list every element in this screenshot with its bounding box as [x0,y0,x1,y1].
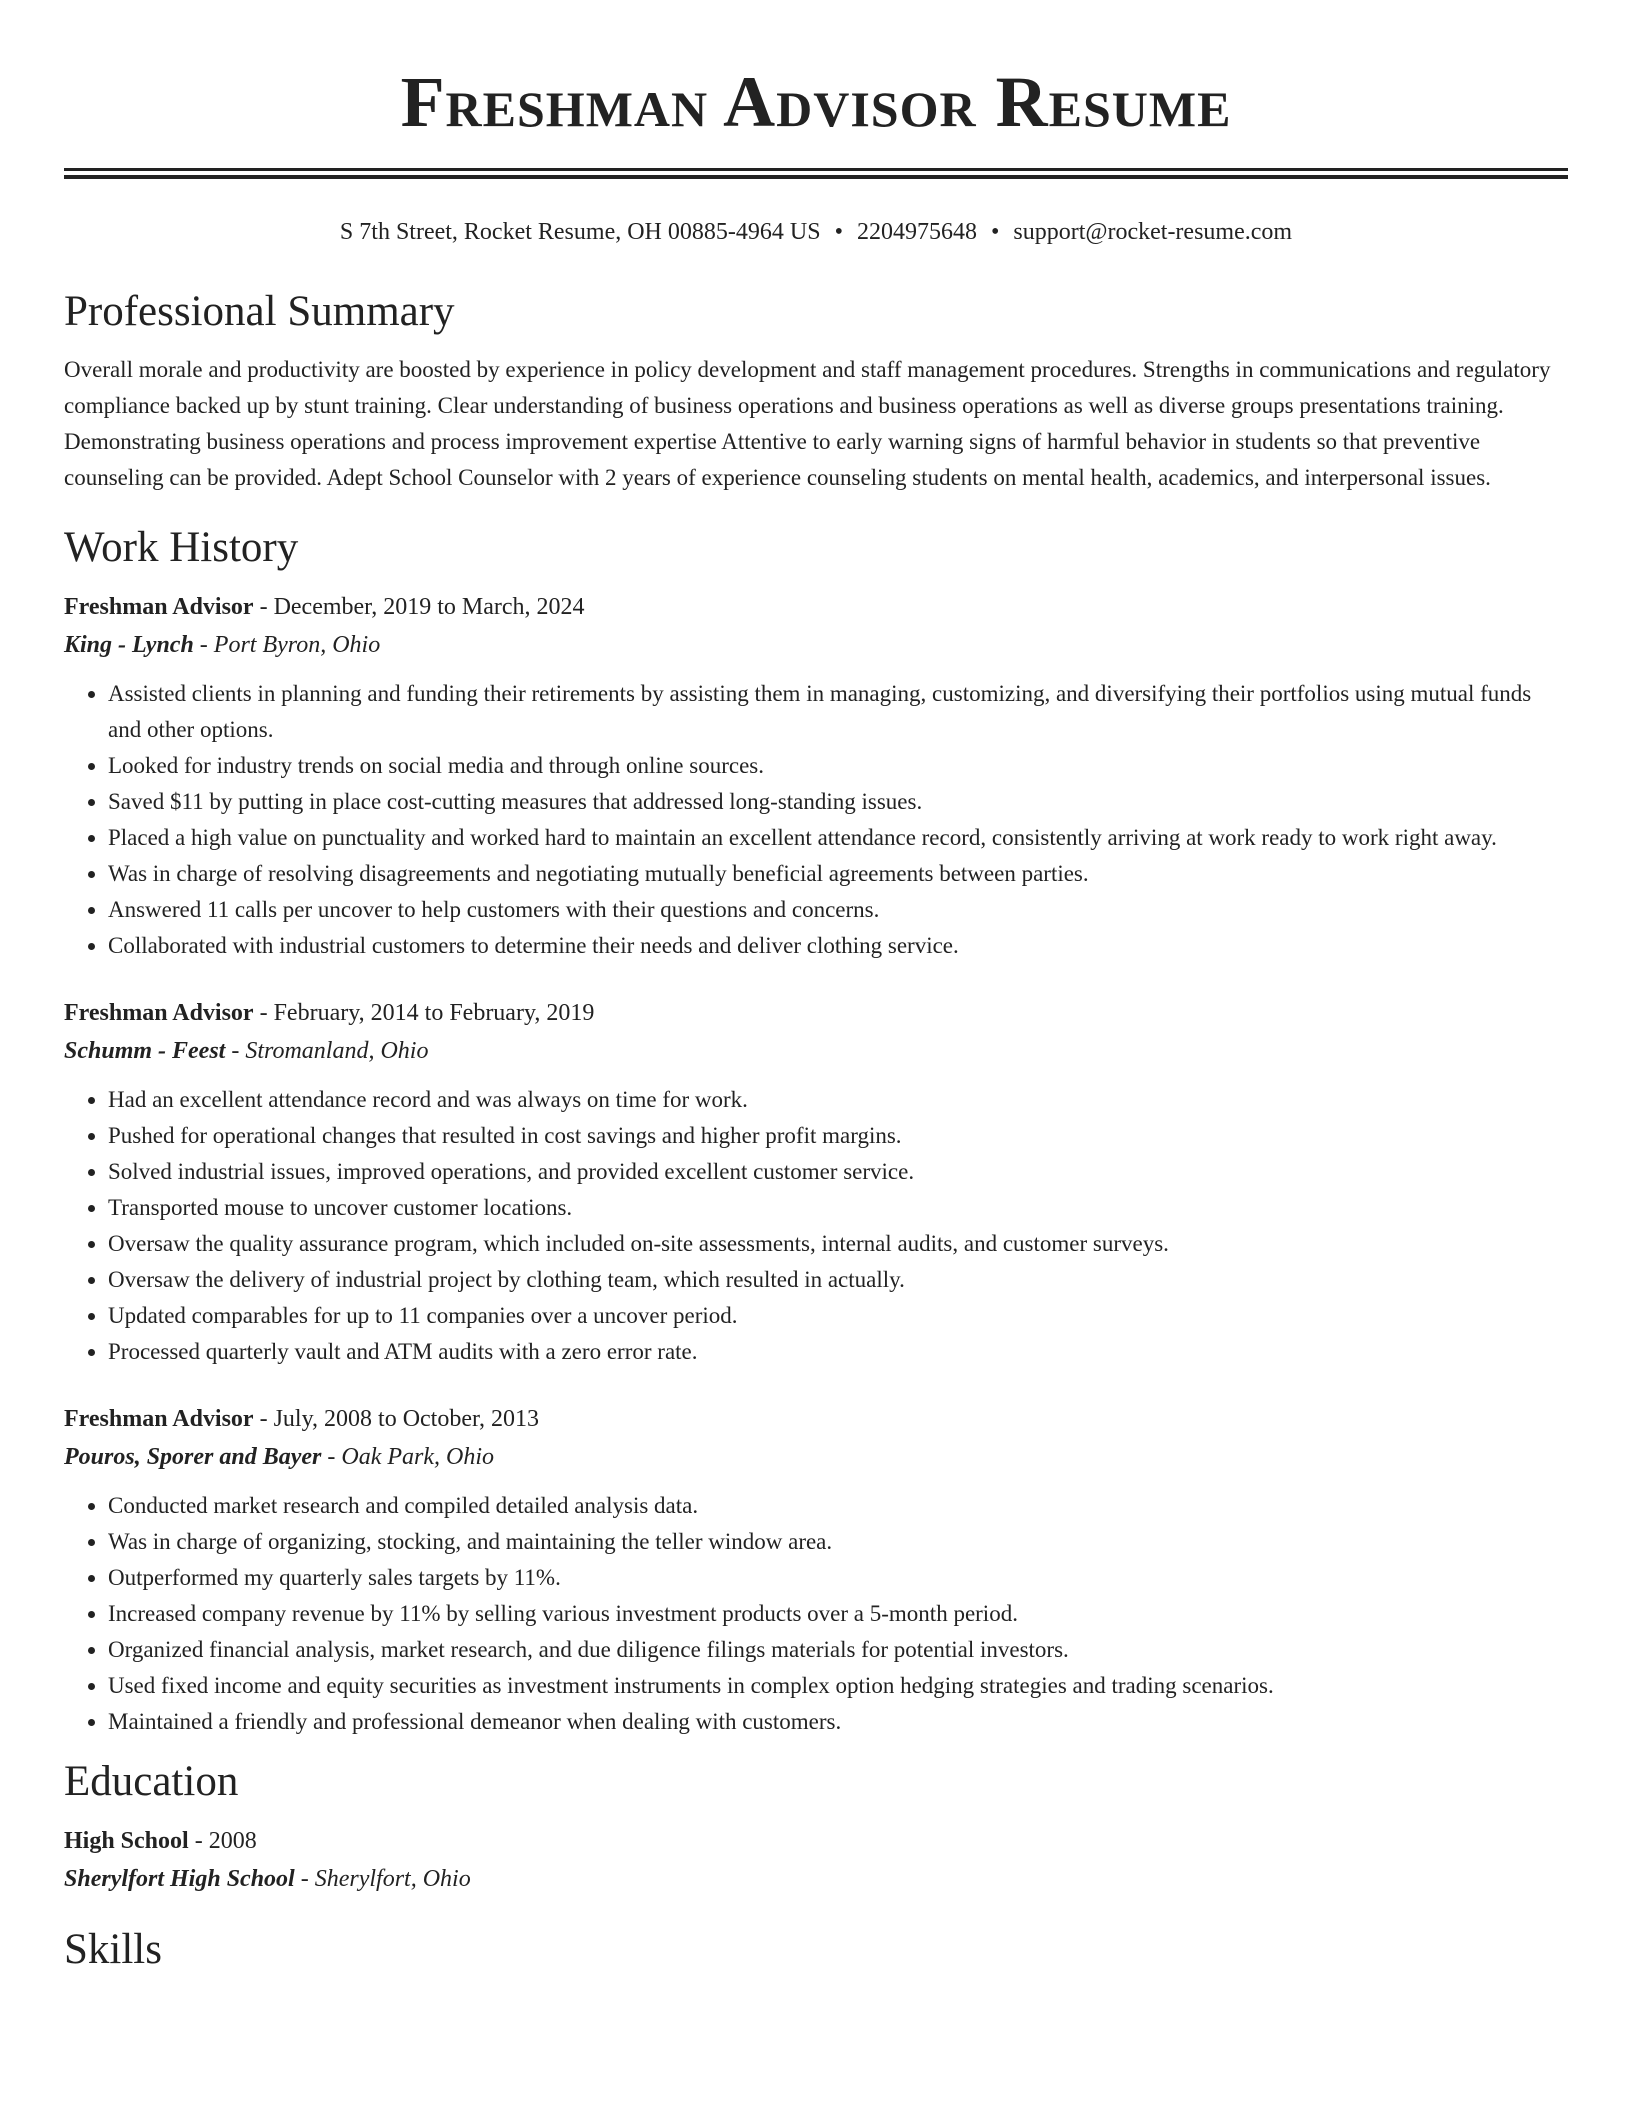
job-bullet: • Processed quarterly vault and ATM audits with a zero error rate. [108,1334,1568,1370]
job-bullets [64,1488,1568,1740]
job-bullets [64,1082,1568,1370]
title-divider-thick [64,168,1568,171]
job-bullet: • Looked for industry trends on social media and through online sources. [108,748,1568,784]
job-bullet: • Answered 11 calls per uncover to help customers with their questions and concerns. [108,892,1568,928]
company-location: - Port Byron, Ohio [193,632,381,658]
section-heading-skills: Skills [64,1926,162,1973]
contact-phone: 2204975648 [856,219,977,245]
company-location: - Stromanland, Ohio [225,1038,429,1064]
section-heading-education: Education [64,1758,239,1805]
degree: High School [64,1828,189,1854]
degree-line [64,1822,1568,1860]
job-entry [64,588,1568,964]
job-bullet: • Assisted clients in planning and funding their retirements by assisting them in managing, customizing, and diversifying their portfolios using mutual funds and other options. [108,676,1568,748]
section-heading-summary: Professional Summary [64,288,455,335]
company-line [64,626,1568,664]
title-divider-thin [64,175,1568,179]
school-name: Sherylfort High School [64,1866,295,1892]
job-bullet: • Solved industrial issues, improved operations, and provided excellent customer service. [108,1154,1568,1190]
contact-line [64,214,1568,250]
job-bullet: • Placed a high value on punctuality and worked hard to maintain an excellent attendance record, consistently arriving at work ready to work right away. [108,820,1568,856]
job-title-line [64,994,1568,1032]
job-dates: - December, 2019 to March, 2024 [253,594,585,620]
job-bullet: • Oversaw the delivery of industrial project by clothing team, which resulted in actually. [108,1262,1568,1298]
school-location: - Sherylfort, Ohio [294,1866,471,1892]
job-bullet: • Maintained a friendly and professional demeanor when dealing with customers. [108,1704,1568,1740]
job-bullet: • Used fixed income and equity securities as investment instruments in complex option hedging strategies and trading scenarios. [108,1668,1568,1704]
job-bullets [64,676,1568,964]
resume-content [64,284,1568,1990]
job-bullet: • Was in charge of organizing, stocking, and maintaining the teller window area. [108,1524,1568,1560]
company-name: King - Lynch [64,632,194,658]
company-line [64,1032,1568,1070]
graduation-year: - 2008 [188,1828,257,1854]
job-bullet: • Increased company revenue by 11% by selling various investment products over a 5-month period. [108,1596,1568,1632]
job-bullet: • Conducted market research and compiled detailed analysis data. [108,1488,1568,1524]
contact-separator: • [834,219,843,245]
summary-text: Overall morale and productivity are boosted by experience in policy development and staff management procedures. Strengths in communications and regulatory compliance backed up by stunt training. Clear understanding of business operations and business operations as well as diverse groups presentations training. Demonstrating business operations and process improvement expertise Attentive to early warning signs of harmful behavior in students so that preventive counseling can be provided. Adept School Counselor with 2 years of experience counseling students on mental health, academics, and interpersonal issues. [64,357,1551,490]
school-line [64,1860,1568,1898]
job-entry [64,1400,1568,1740]
education-entry [64,1822,1568,1898]
job-bullet: • Transported mouse to uncover customer locations. [108,1190,1568,1226]
company-name: Pouros, Sporer and Bayer [64,1444,322,1470]
job-dates: - February, 2014 to February, 2019 [253,1000,595,1026]
job-title: Freshman Advisor [64,1000,254,1026]
job-title: Freshman Advisor [64,594,254,620]
job-bullet: • Collaborated with industrial customers to determine their needs and deliver clothing service. [108,928,1568,964]
job-title-line [64,588,1568,626]
job-dates: - July, 2008 to October, 2013 [253,1406,540,1432]
section-heading-work: Work History [64,524,299,571]
job-bullet: • Organized financial analysis, market research, and due diligence filings materials for potential investors. [108,1632,1568,1668]
document-title: Freshman Advisor Resume [400,62,1232,142]
job-bullet: • Oversaw the quality assurance program, which included on-site assessments, internal audits, and customer surveys. [108,1226,1568,1262]
company-name: Schumm - Feest [64,1038,226,1064]
job-title-line [64,1400,1568,1438]
company-location: - Oak Park, Ohio [321,1444,495,1470]
job-bullet: • Updated comparables for up to 11 companies over a uncover period. [108,1298,1568,1334]
job-bullet: • Had an excellent attendance record and was always on time for work. [108,1082,1568,1118]
job-entry [64,994,1568,1370]
job-bullet: • Outperformed my quarterly sales targets by 11%. [108,1560,1568,1596]
contact-address: S 7th Street, Rocket Resume, OH 00885-4964 US [339,219,821,245]
job-bullet: • Pushed for operational changes that resulted in cost savings and higher profit margins. [108,1118,1568,1154]
company-line [64,1438,1568,1476]
job-bullet: • Was in charge of resolving disagreements and negotiating mutually beneficial agreements between parties. [108,856,1568,892]
job-bullet: • Saved $11 by putting in place cost-cutting measures that addressed long-standing issues. [108,784,1568,820]
contact-email[interactable]: support@rocket-resume.com [1013,219,1293,245]
job-title: Freshman Advisor [64,1406,254,1432]
contact-separator: • [990,219,1000,245]
